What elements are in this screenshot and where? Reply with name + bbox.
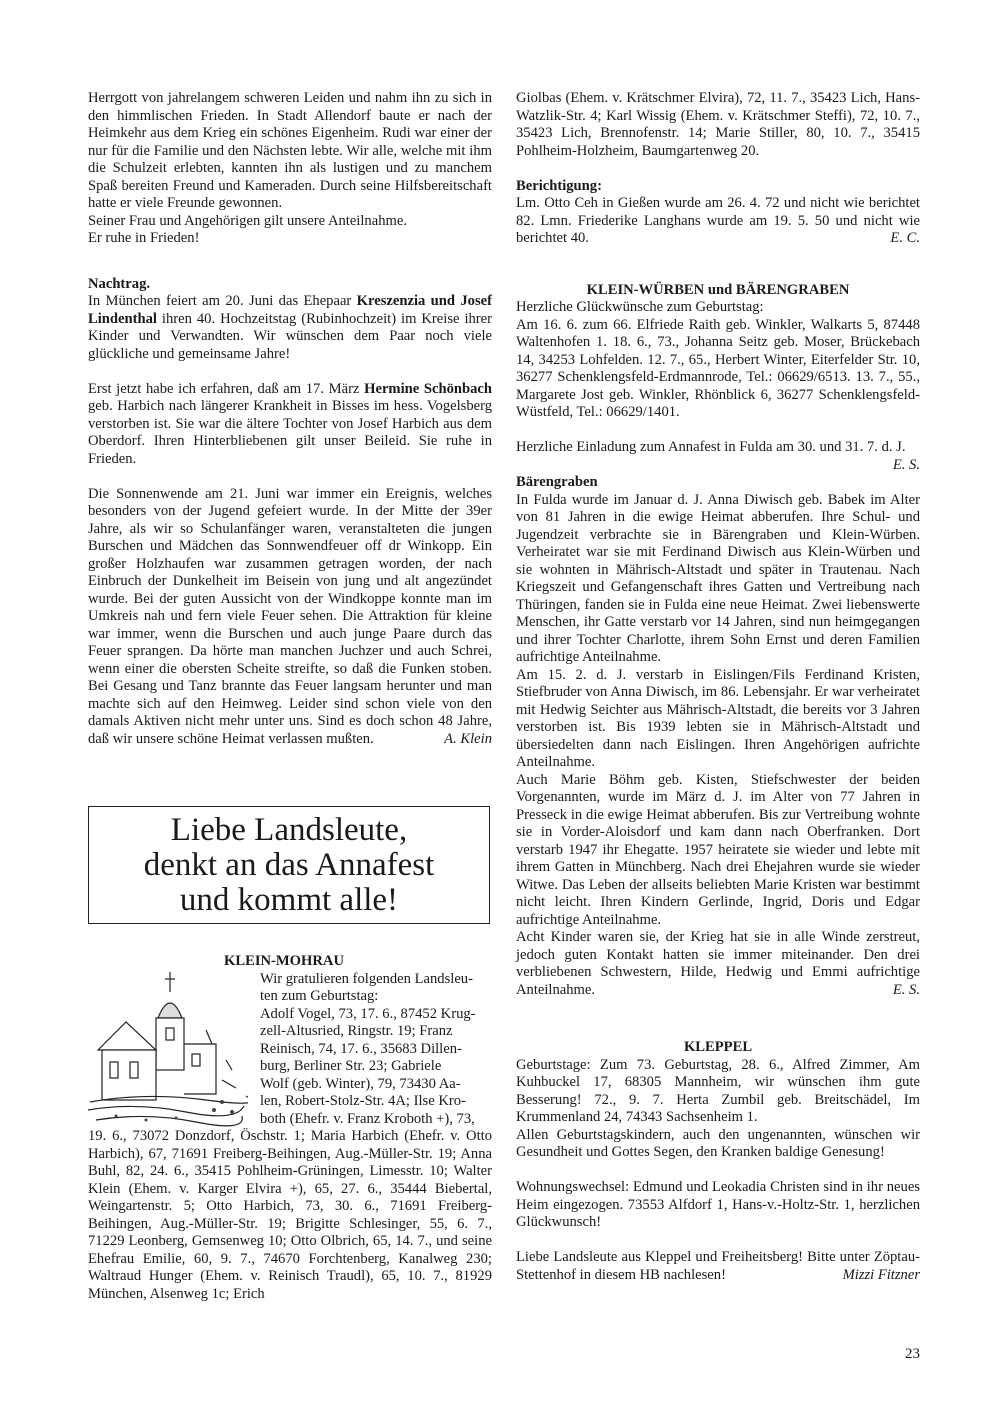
text-line: Adolf Vogel, 73, 17. 6., 87452 Krug- <box>260 1005 476 1022</box>
annafest-announcement-box <box>88 806 490 924</box>
text-line: Reinisch, 74, 17. 6., 35683 Dillen- <box>260 1040 462 1057</box>
author-signature: E. C. <box>890 230 920 246</box>
sonnenwende-text: Die Sonnenwende am 21. Juni war immer ein Ereignis, welches besonders von der Jugend gefeiert wurde. In der Mitte der 39er Jahre, als wir so Schulanfänger waren, veranstalteten die jungen Burschen und Mädchen das Sonnwendfeuer off dr Winkopp. Ein großer Holzhaufen war zusammen getragen worden, der nach Einbruch der Dunkelheit im Beisein von jung und alt angezündet wurde. Bei der guten Aussicht von der Windkoppe konnte man im Umkreis nah und fern viele Feuer sehen. Die Attraktion für kleine war immer, wenn die Burschen und auch junge Paare durch das Feuer sprangen. Da hörte man manchen Juchzer und auch Schrei, wenn einer die obersten Scheite streifte, so daß die Funken stoben. Bei Gesang und Tanz brannte das Feuer langsam herunter und man machte sich auf den Heimweg. Leider sind schon viele von den damals Aktiven nicht mehr unter uns. Sind es doch schon 48 Jahre, daß wir unsere schöne Heimat verlassen mußten. A. Klein <box>88 485 492 747</box>
baerengraben-text: In Fulda wurde im Januar d. J. Anna Diwisch geb. Babek im Alter von 81 Jahren in die ewige Heimat abberufen. Ihre Schul- und Jugendzeit verbrachte sie in Bärengraben und Klein-Würben. Verheiratet war sie mit Ferdinand Diwisch aus Klein-Würben und sie wohnten in Mährisch-Altstadt und später in Trautenau. Nach Kriegszeit und Gefangenschaft ihres Gatten und Vertreibung nach Thüringen, fanden sie in Fulda eine neue Heimat. Zwei liebenswerte Menschen, ihr Gatte verstarb vor 14 Jahren, sind nun heimgegangen und ihrer Tochter Charlotte, ihrem Sohn Ernst und deren Familien aufrichtige Anteilnahme. <box>516 491 920 665</box>
author-signature: E. S. <box>892 456 920 473</box>
klein-mohrau-heading: KLEIN-MOHRAU <box>224 953 344 969</box>
text-line: burg, Berliner Str. 23; Gabriele <box>260 1058 442 1074</box>
left-column <box>88 90 492 748</box>
author-signature: A. Klein <box>444 730 492 747</box>
text-line: zell-Altusried, Ringstr. 19; Franz <box>260 1023 453 1039</box>
klein-wuerben-birthdays: Am 16. 6. zum 66. Elfriede Raith geb. Winkler, Walkarts 5, 87448 Waltenhofen 1. 18. 6., 73., Johanna Seitz geb. Moser, Brückebach 14, 34253 Lohfelden. 12. 7., 65., Herbert Winter, Eiterfelder Str. 10, 36277 Schenklengsfeld-Erdmannrode, Tel.: 06629/6513. 13. 7., 55., Margarete Jost geb. Winkler, Rhönblick 6, 36277 Schenklengsfeld-Wüstfeld, Tel.: 06629/1401. <box>516 316 920 420</box>
schoenbach-notice: Erst jetzt habe ich erfahren, daß am 17. März Hermine Schönbach geb. Harbich nach längerer Krankheit in Bisses im hess. Vogelsberg verstorben ist. Sie war die ältere Tochter von Josef Harbich aus dem Oberdorf. Ihren Hinterbliebenen gilt unser Beileid. Sie ruhe in Frieden. <box>88 380 493 467</box>
annafest-invitation: Herzliche Einladung zum Annafest in Fulda am 30. und 31. 7. d. J. <box>516 439 906 455</box>
klein-wuerben-subheading: Herzliche Glückwünsche zum Geburtstag: <box>516 299 764 315</box>
baerengraben-text: Acht Kinder waren sie, der Krieg hat sie in alle Winde zerstreut, jedoch guten Kontakt hatten sie immer miteinander. Den drei verbliebenen Schwestern, Hilde, Hedwig und Emmi aufrichtige Anteilnahme. E. S. <box>516 929 920 998</box>
text-line: Wolf (geb. Winter), 79, 73430 Aa- <box>260 1075 461 1092</box>
birthday-continuation: Giolbas (Ehem. v. Krätschmer Elvira), 72, 11. 7., 35423 Lich, Hans-Watzlik-Str. 4; Karl Wissig (Ehem. v. Krätschmer Steffi), 72, 10. 7., 35423 Lich, Brennofenstr. 14; Marie Stiller, 80, 10. 7., 35415 Pohlheim-Holzheim, Baumgartenweg 20. <box>516 90 920 159</box>
kleppel-heading: KLEPPEL <box>683 1039 753 1055</box>
obituary-closing: Er ruhe in Frieden! <box>88 230 200 246</box>
obituary-text: Herrgott von jahrelangem schweren Leiden und nahm ihn zu sich in den himmlischen Frieden. In Stadt Allendorf baute er nach der Heimkehr aus dem Krieg ein schönes Eigenheim. Rudi war einer der nur für die Familie und den Nächsten lebte. Wir alle, welche mit ihm die Schulzeit erlebten, kannten ihn als lustigen und zu manchem Spaß bereiten Freund und Kameraden. Durch seine Hilfsbereitschaft hatte er viele Freunde gewonnen. <box>88 90 492 211</box>
kleppel-birthdays: Geburtstage: Zum 73. Geburtstag, 28. 6., Alfred Zimmer, Am Kuhbuckel 17, 68305 Mannheim, wir wünschen ihm gute Besserung! 72., 9. 7. Herta Zumbil geb. Breitschädel, Im Krummenland 24, 74343 Sachsenheim 1. <box>516 1056 920 1125</box>
announcement-line: Liebe Landsleute, <box>170 811 408 848</box>
berichtigung-heading: Berichtigung: <box>516 177 602 194</box>
kleppel-move-notice: Wohnungswechsel: Edmund und Leokadia Christen sind in ihr neues Heim eingezogen. 73553 Alfdorf 1, Hans-v.-Holtz-Str. 1, herzlichen Glückwunsch! <box>516 1179 920 1230</box>
text-line: len, Robert-Stolz-Str. 4A; Ilse Kro- <box>260 1093 466 1109</box>
right-column <box>516 90 920 1284</box>
baerengraben-heading: Bärengraben <box>516 474 598 490</box>
text-line: Wir gratulieren folgenden Landsleu- <box>260 970 473 987</box>
text-line: both (Ehefr. v. Franz Kroboth +), 73, <box>260 1110 475 1127</box>
baerengraben-text: Auch Marie Böhm geb. Kisten, Stiefschwester der beiden Vorgenannten, wurde im März d. J. im Alter von 77 Jahren in Presseck in die ewige Heimat abberufen. Bis zur Vertreibung wohnte sie in Vorder-Aloisdorf und kam dann nach Oberfranken. Dort verstarb 1947 ihr Ehegatte. 1957 heiratete sie wieder und lebte mit ihrem Gatten in Münchberg. Nach drei Ehejahren wurde sie wieder Witwe. Das Leben der allseits beliebten Marie Kristen war bestimmt nicht leicht. Ihren Kindern Gerlinde, Ingrid, Doris und Edgar aufrichtige Anteilnahme. <box>516 771 920 928</box>
announcement-line: und kommt alle! <box>179 881 399 918</box>
berichtigung-text: Lm. Otto Ceh in Gießen wurde am 26. 4. 72 und nicht wie berichtet 82. Lmn. Friederike Langhans wurde am 19. 5. 50 und nicht wie berichtet 40. E. C. <box>516 195 920 246</box>
author-signature: E. S. <box>892 981 920 998</box>
nachtrag-heading: Nachtrag. <box>88 275 151 292</box>
author-signature: Mizzi Fitzner <box>842 1266 920 1283</box>
klein-wuerben-heading: KLEIN-WÜRBEN und BÄRENGRABEN <box>586 281 850 298</box>
birthday-list: 19. 6., 73072 Donzdorf, Öschstr. 1; Maria Harbich (Ehefr. v. Otto Harbich), 67, 71691 Freiberg-Beihingen, Aug.-Müller-Str. 19; Anna Buhl, 82, 24. 6., 35415 Pohlheim-Grüningen, Limesstr. 10; Walter Klein (Ehem. v. Karger Elvira +), 65, 27. 6., 35444 Biebertal, Weingartenstr. 5; Otto Harbich, 73, 30. 6., 71691 Freiberg-Beihingen, Aug.-Müller-Str. 19; Brigitte Schlesinger, 55, 6. 7., 71229 Leonberg, Gemsenweg 10; Otto Olbrich, 65, 14. 7., und seine Ehefrau Emilie, 60, 9. 7., 74670 Forchtenberg, Kanalweg 230; Waltraud Hunger (Ehem. v. Reinisch Traudl), 65, 10. 7., 81929 München, Alsenweg 1c; Erich <box>88 1128 492 1302</box>
baerengraben-text: Am 15. 2. d. J. verstarb in Eislingen/Fils Ferdinand Kristen, Stiefbruder von Anna Diwisch, im 86. Lebensjahr. Er war verheiratet mit Hedwig Seichter aus Mährisch-Altstadt, die bereits vor 3 Jahren verstorben ist. Bis 1939 lebten sie in Mährisch-Altstadt und übersiedelten dann nach Eislingen. Ihren Angehörigen aufrichte Anteilnahme. <box>516 666 920 770</box>
page-number: 23 <box>905 1346 920 1362</box>
nachtrag-text: In München feiert am 20. Juni das Ehepaar Kreszenzia und Josef Lindenthal ihren 40. Hochzeitstag (Rubinhochzeit) im Kreise ihrer Kinder und Verwandten. Wir wünschen dem Paar noch viele glückliche und gemeinsame Jahre! <box>88 293 492 362</box>
kleppel-final-note: Liebe Landsleute aus Kleppel und Freiheitsberg! Bitte unter Zöptau-Stettenhof in diesem HB nachlesen! Mizzi Fitzner <box>516 1249 920 1283</box>
text-line: ten zum Geburtstag: <box>260 988 379 1004</box>
obituary-condolence: Seiner Frau und Angehörigen gilt unsere Anteilnahme. <box>88 212 407 229</box>
klein-mohrau-section <box>88 953 492 1303</box>
kleppel-wishes: Allen Geburtstagskindern, auch den ungenannten, wünschen wir Gesundheit und Gottes Segen, den Kranken baldige Genesung! <box>516 1126 920 1160</box>
announcement-line: denkt an das Annafest <box>143 846 435 883</box>
